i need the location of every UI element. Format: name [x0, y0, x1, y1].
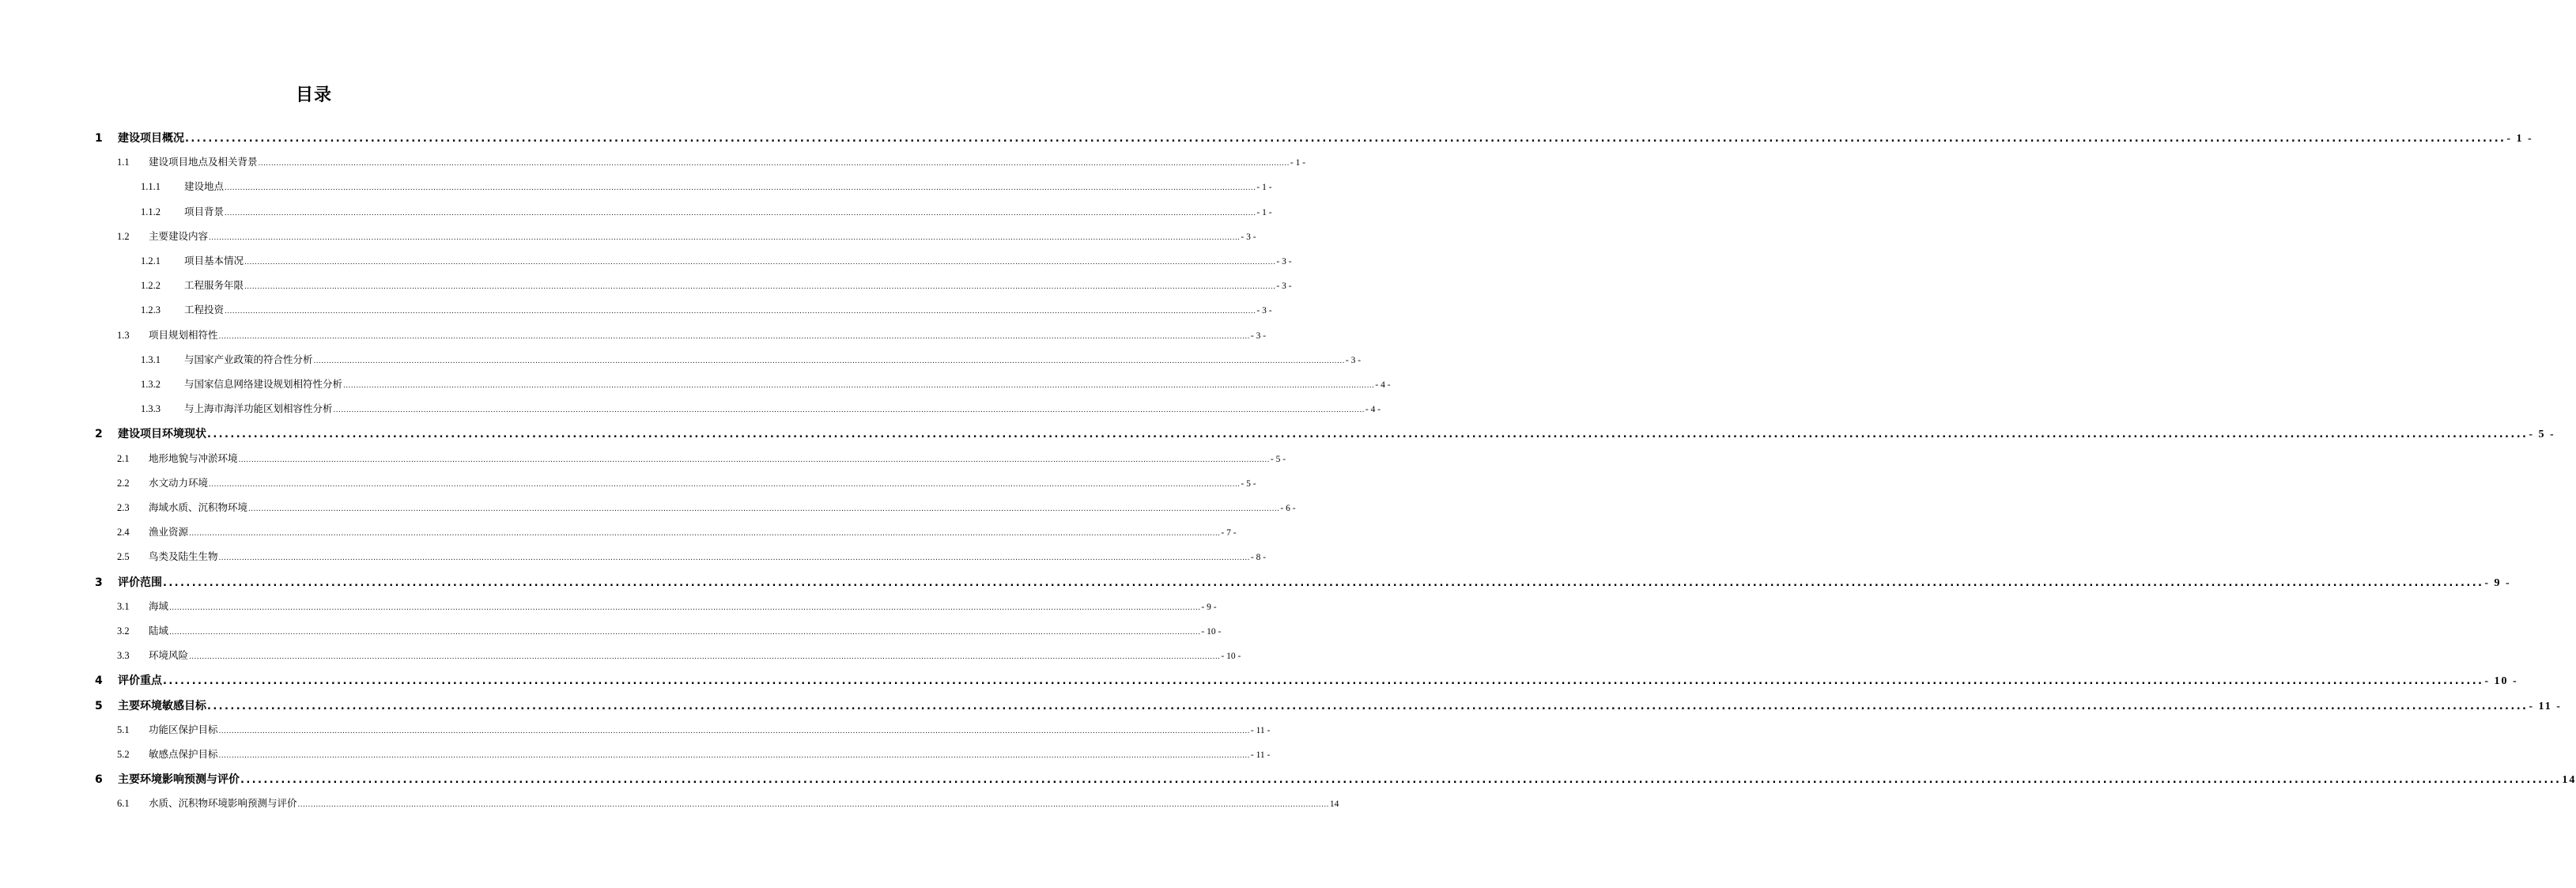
toc-leader-dots: ................................................................................................................................................................................................................................................................................................................................................................................................................ [218, 554, 1250, 562]
toc-entry-number: 3 [95, 576, 103, 589]
toc-entry[interactable] [117, 795, 1339, 811]
toc-entry-page: - 10 - [2484, 675, 2518, 687]
toc-entry[interactable] [141, 179, 1272, 195]
toc-entry-title: 敏感点保护目标 [149, 748, 218, 760]
toc-entry-number: 5.1 [117, 724, 130, 735]
toc-leader-dots: ................................................................................................................................................................................................................................................................................................................................................................................................................ [297, 801, 1329, 809]
toc-entry[interactable] [117, 524, 1237, 540]
toc-entry-number: 2.3 [117, 502, 130, 513]
toc-entry-number: 2.2 [117, 478, 130, 489]
toc-entry-title: 建设项目地点及相关背景 [149, 156, 258, 168]
toc-entry-page: - 5 - [1270, 455, 1286, 464]
toc-leader-dots: ................................................................................................................................................................................................................................................................................................................................................................................................................ [189, 530, 1221, 538]
toc-entry-page: - 4 - [1365, 405, 1381, 414]
toc-entry-number: 2.1 [117, 453, 130, 464]
toc-entry[interactable] [95, 697, 2562, 713]
toc-leader-dots: ................................................................................................................................................................................................................................................................................................................................................................................................................ [163, 675, 2484, 687]
toc-entry-number: 1.2.1 [141, 255, 161, 266]
toc-entry-title: 环境风险 [149, 649, 189, 661]
toc-entry[interactable] [117, 648, 1241, 663]
toc-entry-title: 海域水质、沉积物环境 [149, 501, 248, 513]
toc-entry[interactable] [141, 352, 1362, 368]
toc-leader-dots: ................................................................................................................................................................................................................................................................................................................................................................................................................ [163, 577, 2484, 589]
toc-entry-title: 与国家产业政策的符合性分析 [184, 353, 313, 365]
toc-leader-dots: ................................................................................................................................................................................................................................................................................................................................................................................................................ [218, 727, 1250, 735]
toc-entry[interactable] [95, 425, 2555, 441]
toc-entry-page: - 3 - [1276, 282, 1292, 291]
toc-entry-number: 3.1 [117, 601, 130, 612]
toc-entry-page: - 5 - [1241, 479, 1256, 489]
toc-entry[interactable] [141, 278, 1292, 293]
toc-entry[interactable] [141, 302, 1272, 318]
toc-entry-number: 5.2 [117, 749, 130, 760]
toc-entry-title: 评价重点 [118, 675, 162, 687]
toc-entry-title: 地形地貌与冲淤环境 [149, 452, 238, 464]
toc-entry-number: 1.2 [117, 231, 130, 242]
toc-entry-page: - 9 - [1201, 603, 1217, 612]
toc-entry-page: - 10 - [1221, 652, 1241, 661]
toc-entry-page: - 11 - [1250, 750, 1271, 760]
toc-entry-page: - 1 - [1256, 208, 1272, 217]
toc-leader-dots: ................................................................................................................................................................................................................................................................................................................................................................................................................ [185, 133, 2506, 145]
toc-entry-title: 渔业资源 [149, 526, 189, 538]
toc-entry-page: - 3 - [1345, 356, 1362, 365]
toc-entry[interactable] [117, 451, 1286, 467]
toc-entry[interactable] [117, 154, 1306, 170]
toc-entry-title: 项目规划相符性 [149, 329, 218, 341]
toc-entry-page: 14 [1329, 799, 1339, 809]
toc-entry[interactable] [141, 376, 1391, 392]
toc-entry-number: 6 [95, 773, 103, 786]
toc-entry-title: 项目基本情况 [184, 255, 244, 266]
toc-entry-number: 1 [95, 132, 103, 145]
toc-entry-page: - 1 - [2506, 133, 2533, 145]
toc-entry-page: - 5 - [2529, 429, 2555, 440]
toc-leader-dots: ................................................................................................................................................................................................................................................................................................................................................................................................................ [207, 701, 2529, 712]
page-title: 目录 [295, 85, 332, 105]
toc-entry-number: 1.3.2 [141, 379, 161, 390]
toc-entry-number: 2 [95, 428, 103, 440]
toc-entry[interactable] [117, 722, 1271, 738]
toc-entry-number: 3.3 [117, 650, 130, 661]
toc-entry[interactable] [95, 130, 2533, 145]
toc-entry-page: - 3 - [1256, 306, 1272, 316]
toc-entry-number: 1.2.3 [141, 304, 161, 316]
toc-entry[interactable] [117, 623, 1222, 639]
toc-leader-dots: ................................................................................................................................................................................................................................................................................................................................................................................................................ [240, 774, 2562, 786]
toc-entry-title: 陆域 [149, 625, 169, 637]
toc-entry-number: 1.3.3 [141, 403, 161, 414]
toc-entry[interactable] [117, 500, 1296, 516]
toc-entry-page: - 8 - [1250, 553, 1267, 562]
toc-entry[interactable] [117, 599, 1217, 614]
toc-entry-page: - 3 - [1250, 331, 1267, 341]
toc-leader-dots: ................................................................................................................................................................................................................................................................................................................................................................................................................ [313, 357, 1345, 365]
toc-leader-dots: ................................................................................................................................................................................................................................................................................................................................................................................................................ [209, 481, 1241, 489]
toc-leader-dots: ................................................................................................................................................................................................................................................................................................................................................................................................................ [209, 234, 1241, 242]
toc-entry-title: 主要环境敏感目标 [118, 700, 206, 712]
toc-entry[interactable] [117, 475, 1256, 491]
toc-entry-page: - 1 - [1290, 158, 1306, 168]
toc-leader-dots: ................................................................................................................................................................................................................................................................................................................................................................................................................ [218, 752, 1250, 760]
toc-leader-dots: ................................................................................................................................................................................................................................................................................................................................................................................................................ [207, 429, 2529, 440]
toc-entry-title: 工程服务年限 [184, 279, 244, 291]
toc-entry-title: 主要环境影响预测与评价 [118, 773, 240, 786]
toc-entry-number: 6.1 [117, 798, 130, 809]
toc-leader-dots: ................................................................................................................................................................................................................................................................................................................................................................................................................ [238, 456, 1270, 464]
toc-leader-dots: ................................................................................................................................................................................................................................................................................................................................................................................................................ [258, 160, 1290, 168]
toc-entry[interactable] [141, 401, 1381, 417]
toc-entry-title: 建设地点 [184, 180, 225, 192]
toc-entry-title: 水质、沉积物环境影响预测与评价 [149, 797, 297, 809]
toc-entry-number: 3.2 [117, 625, 130, 637]
toc-entry[interactable] [117, 327, 1267, 343]
toc-entry[interactable] [95, 672, 2518, 688]
toc-leader-dots: ................................................................................................................................................................................................................................................................................................................................................................................................................ [248, 505, 1280, 513]
toc-entry-title: 海域 [149, 600, 169, 612]
toc-entry-page: - 10 - [1201, 627, 1222, 637]
toc-entry-title: 功能区保护目标 [149, 724, 218, 735]
toc-leader-dots: ................................................................................................................................................................................................................................................................................................................................................................................................................ [169, 629, 1201, 637]
toc-entry-number: 1.3.1 [141, 354, 161, 365]
toc-leader-dots: ................................................................................................................................................................................................................................................................................................................................................................................................................ [244, 259, 1276, 266]
toc-entry-page: - 6 - [1280, 504, 1296, 513]
toc-entry-title: 鸟类及陆生生物 [149, 550, 218, 562]
toc-leader-dots: ................................................................................................................................................................................................................................................................................................................................................................................................................ [333, 406, 1365, 414]
toc-entry-number: 2.5 [117, 551, 130, 562]
toc-entry[interactable] [141, 253, 1292, 269]
toc-entry-number: 4 [95, 675, 103, 687]
toc-entry-number: 1.1 [117, 157, 130, 168]
toc-entry-number: 2.4 [117, 527, 130, 538]
toc-entry-page: - 9 - [2484, 577, 2511, 589]
toc-entry-title: 主要建设内容 [149, 230, 209, 242]
toc-entry[interactable] [95, 574, 2511, 590]
toc-entry-page: - 11 - [1250, 726, 1271, 735]
toc-entry-title: 工程投资 [184, 304, 225, 316]
toc-entry[interactable] [117, 549, 1267, 565]
toc-entry-page: - 3 - [1241, 232, 1256, 242]
toc-leader-dots: ................................................................................................................................................................................................................................................................................................................................................................................................................ [225, 184, 1256, 192]
toc-entry-number: 1.1.1 [141, 181, 161, 192]
toc-entry[interactable] [117, 229, 1256, 244]
toc-entry-title: 水文动力环境 [149, 477, 209, 489]
toc-leader-dots: ................................................................................................................................................................................................................................................................................................................................................................................................................ [343, 382, 1375, 390]
toc-leader-dots: ................................................................................................................................................................................................................................................................................................................................................................................................................ [169, 604, 1201, 612]
toc-leader-dots: ................................................................................................................................................................................................................................................................................................................................................................................................................ [225, 308, 1256, 316]
toc-entry-title: 与上海市海洋功能区划相容性分析 [184, 402, 333, 414]
toc-entry-number: 1.1.2 [141, 206, 161, 217]
toc-entry-title: 项目背景 [184, 206, 225, 217]
toc-entry-page: - 3 - [1276, 257, 1292, 266]
toc-leader-dots: ................................................................................................................................................................................................................................................................................................................................................................................................................ [189, 653, 1221, 661]
toc-entry-title: 与国家信息网络建设规划相符性分析 [184, 378, 343, 390]
toc-entry[interactable] [141, 204, 1272, 220]
toc-entry[interactable] [95, 771, 2576, 787]
toc-entry-number: 1.2.2 [141, 280, 161, 291]
toc-entry-page: 14 [2562, 774, 2576, 786]
toc-entry[interactable] [117, 746, 1271, 762]
toc-entry-title: 建设项目概况 [118, 132, 184, 145]
toc-entry-page: - 11 - [2529, 701, 2562, 712]
toc-leader-dots: ................................................................................................................................................................................................................................................................................................................................................................................................................ [244, 283, 1276, 291]
toc-entry-title: 建设项目环境现状 [118, 428, 206, 440]
toc-entry-number: 5 [95, 700, 103, 712]
toc-entry-page: - 7 - [1221, 528, 1237, 538]
toc-leader-dots: ................................................................................................................................................................................................................................................................................................................................................................................................................ [218, 333, 1250, 341]
toc-leader-dots: ................................................................................................................................................................................................................................................................................................................................................................................................................ [225, 210, 1256, 217]
toc-entry-page: - 4 - [1375, 380, 1391, 390]
toc-entry-page: - 1 - [1256, 183, 1272, 192]
toc-entry-title: 评价范围 [118, 576, 162, 589]
toc-entry-number: 1.3 [117, 330, 130, 341]
